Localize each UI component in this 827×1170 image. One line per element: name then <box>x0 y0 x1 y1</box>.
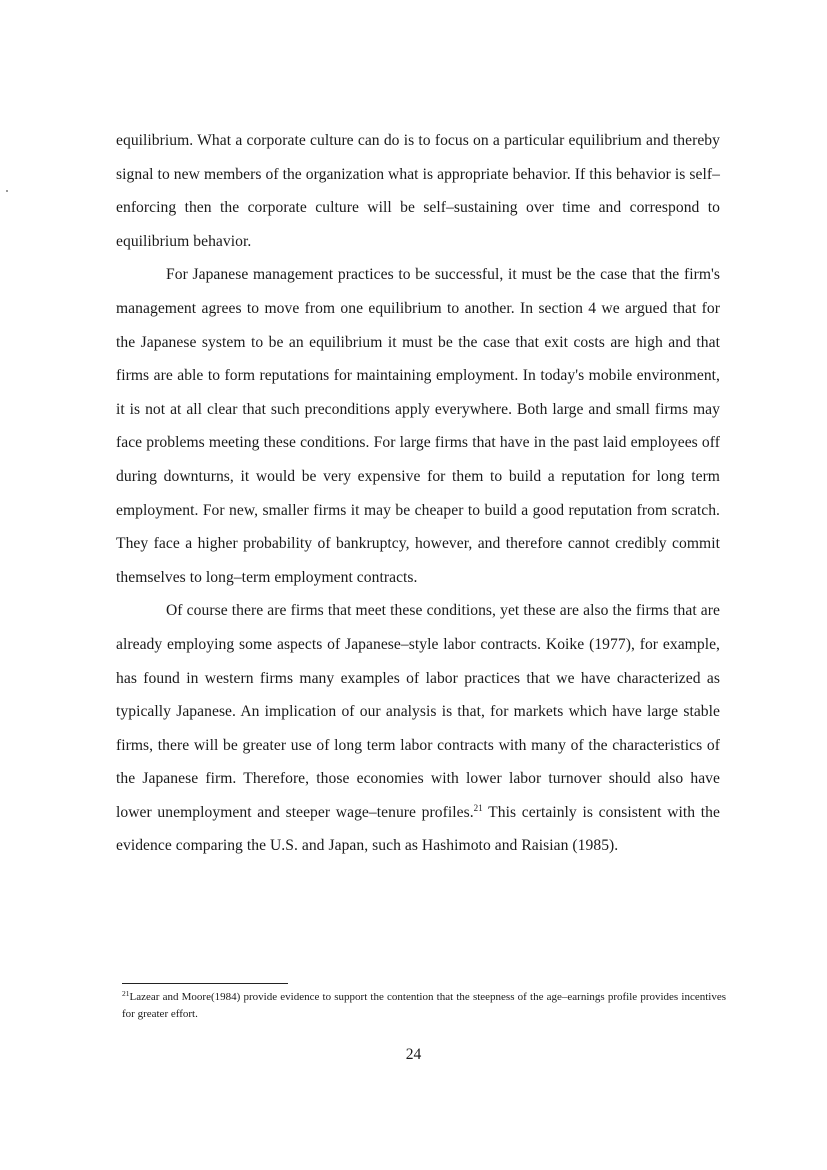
page-number: 24 <box>405 1046 422 1063</box>
paragraph-1: equilibrium. What a corporate culture can do is to focus on a particular equilibrium and thereby signal to new members of the organization what is appropriate behavior. If this behavior is self–enforcing then the corporate culture will be self–sustaining over time and correspond to equilibrium behavior. <box>116 132 720 250</box>
footnote <box>122 989 726 1023</box>
paragraph-3 <box>116 594 720 863</box>
paragraph-2: For Japanese management practices to be successful, it must be the case that the firm's management agrees to move from one equilibrium to another. In section 4 we argued that for the Japanese system to be an equilibrium it must be the case that exit costs are high and that firms are able to form reputations for maintaining employment. In today's mobile environment, it is not at all clear that such preconditions apply everywhere. Both large and small firms may face problems meeting these conditions. For large firms that have in the past laid employees off during downturns, it would be very expensive for them to build a reputation for long term employment. For new, smaller firms it may be cheaper to build a good reputation from scratch. They face a higher probability of bankruptcy, however, and therefore cannot credibly commit themselves to long–term employment contracts. <box>116 266 720 586</box>
footnote-reference: 21 <box>473 802 483 813</box>
page-body <box>116 124 720 863</box>
paragraph-3-text-continued: This certainly is consistent with the evidence comparing the U.S. and Japan, such as Hashimoto and Raisian (1985). <box>116 803 720 855</box>
footnote-text: Lazear and Moore(1984) provide evidence to support the contention that the steepness of the age–earnings profile provides incentives for greater effort. <box>122 991 726 1020</box>
footnote-divider <box>122 983 288 984</box>
paragraph-3-text: Of course there are firms that meet these conditions, yet these are also the firms that are already employing some aspects of Japanese–style labor contracts. Koike (1977), for example, has found in western firms many examples of labor practices that we have characterized as typically Japanese. An implication of our analysis is that, for markets which have large stable firms, there will be greater use of long term labor contracts with many of the characteristics of the Japanese firm. Therefore, those economies with lower labor turnover should also have lower unemployment and steeper wage–tenure profiles. <box>116 602 720 821</box>
scan-speck <box>6 190 8 192</box>
footnote-mark: 21 <box>122 989 130 998</box>
